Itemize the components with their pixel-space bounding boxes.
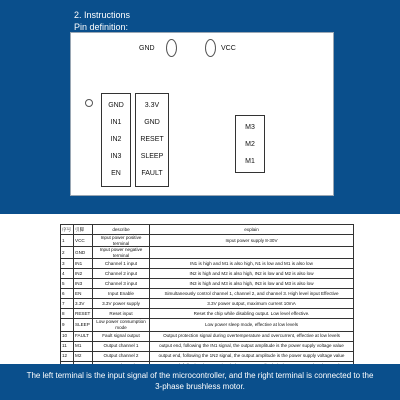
header-no: 序号	[61, 225, 74, 235]
cell-pin: M1	[74, 341, 93, 351]
top-gnd-label: GND	[139, 45, 155, 52]
cell-pin: IN1	[74, 259, 93, 269]
pin-description-table	[60, 224, 354, 372]
footer-line-1: The left terminal is the input signal of the microcontroller, and the right terminal is connected to the	[26, 371, 374, 380]
cell-no: 2	[61, 247, 74, 259]
cell-describe: Channel 3 input	[93, 279, 150, 289]
footer-line-2: 3-phase brushless motor.	[155, 382, 245, 391]
cell-explain: Low power sleep mode, effective at low levels	[150, 319, 354, 331]
table-row	[61, 235, 354, 247]
cell-explain: 3.3V power output, maximum current 10mA	[150, 299, 354, 309]
cell-no: 5	[61, 279, 74, 289]
pin-m3: M3	[245, 124, 255, 131]
cell-pin: RESET	[74, 309, 93, 319]
cell-no: 11	[61, 341, 74, 351]
cell-pin: SLEEP	[74, 319, 93, 331]
table-header-row	[61, 225, 354, 235]
cell-pin: EN	[74, 289, 93, 299]
table-row	[61, 341, 354, 351]
table-row	[61, 299, 354, 309]
cell-no: 6	[61, 289, 74, 299]
gnd-terminal	[166, 39, 177, 57]
vcc-terminal	[205, 39, 216, 57]
cell-explain: Reset the chip while disabling output. Low level effective.	[150, 309, 354, 319]
mounting-hole	[85, 99, 93, 107]
pin-m2: M2	[245, 141, 255, 148]
cell-no: 12	[61, 351, 74, 361]
cell-pin: M2	[74, 351, 93, 361]
cell-describe: Fault signal output	[93, 331, 150, 341]
cell-describe: Reset input	[93, 309, 150, 319]
table-row	[61, 269, 354, 279]
cell-describe: Input power positive terminal	[93, 235, 150, 247]
pin-sleep: SLEEP	[140, 153, 164, 160]
cell-explain: output end, following the 1N2 signal, the output amplitude is the power supply voltage value	[150, 351, 354, 361]
pin-3v3: 3.3V	[144, 102, 160, 109]
header-pin: 引脚	[74, 225, 93, 235]
table-row	[61, 351, 354, 361]
header-explain: explain	[150, 225, 354, 235]
cell-describe: Input Enable	[93, 289, 150, 299]
top-vcc-label: VCC	[221, 45, 236, 52]
cell-pin: GND	[74, 247, 93, 259]
cell-no: 3	[61, 259, 74, 269]
left-pin-header	[101, 93, 131, 187]
cell-no: 9	[61, 319, 74, 331]
cell-explain: Simultaneously control channel 1, channel 2, and channel 3. High level input Effective	[150, 289, 354, 299]
table-row	[61, 247, 354, 259]
cell-describe: Channel 2 input	[93, 269, 150, 279]
table-row	[61, 331, 354, 341]
motor-pin-header	[235, 115, 265, 173]
pin-in2: IN2	[110, 136, 122, 143]
cell-describe: Output channel 1	[93, 341, 150, 351]
cell-describe: Input power negative terminal	[93, 247, 150, 259]
cell-pin: 3.3V	[74, 299, 93, 309]
cell-no: 4	[61, 269, 74, 279]
pin-description-label: Pin description:	[62, 214, 124, 224]
pin-en: EN	[111, 170, 121, 177]
cell-pin: IN2	[74, 269, 93, 279]
cell-describe: Channel 1 input	[93, 259, 150, 269]
cell-describe: 3.3V power supply	[93, 299, 150, 309]
pin-in3: IN3	[110, 153, 122, 160]
cell-explain	[150, 247, 354, 259]
cell-no: 7	[61, 299, 74, 309]
pin-fault: FAULT	[141, 170, 163, 177]
table-row	[61, 279, 354, 289]
pin-gnd: GND	[108, 102, 124, 109]
cell-explain: IN3 is high and M3 is also high, IN3 is low and M3 is also low	[150, 279, 354, 289]
pin-in1: IN1	[110, 119, 122, 126]
cell-explain: Output protection signal during overtemperature and overcurrent, effective at low levels	[150, 331, 354, 341]
pin-gnd-2: GND	[144, 119, 160, 126]
cell-explain: IN1 is high and M1 is also high, N1 is low and M1 is also low	[150, 259, 354, 269]
cell-describe: Output channel 2	[93, 351, 150, 361]
table-row	[61, 309, 354, 319]
pin-reset: RESET	[140, 136, 164, 143]
cell-pin: IN3	[74, 279, 93, 289]
pcb-diagram	[70, 32, 334, 196]
right-pin-header	[135, 93, 169, 187]
cell-no: 8	[61, 309, 74, 319]
table-row	[61, 289, 354, 299]
table-body	[61, 235, 354, 372]
cell-pin: VCC	[74, 235, 93, 247]
table-row	[61, 259, 354, 269]
header-describe: describe	[93, 225, 150, 235]
pin-m1: M1	[245, 158, 255, 165]
cell-explain: output end, following the IN1 signal, the output amplitude is the power supply voltage value	[150, 341, 354, 351]
table-row	[61, 319, 354, 331]
section-title: 2. Instructions	[74, 10, 131, 20]
footer-note	[0, 370, 400, 392]
cell-pin: FAULT	[74, 331, 93, 341]
cell-describe: Low power consumption mode	[93, 319, 150, 331]
cell-explain: IN2 is high and M2 is also high, IN2 is low and M2 is also low	[150, 269, 354, 279]
pin-definition-label: Pin definition:	[74, 22, 129, 32]
cell-explain: Input power supply 8-30V	[150, 235, 354, 247]
cell-no: 10	[61, 331, 74, 341]
cell-no: 1	[61, 235, 74, 247]
